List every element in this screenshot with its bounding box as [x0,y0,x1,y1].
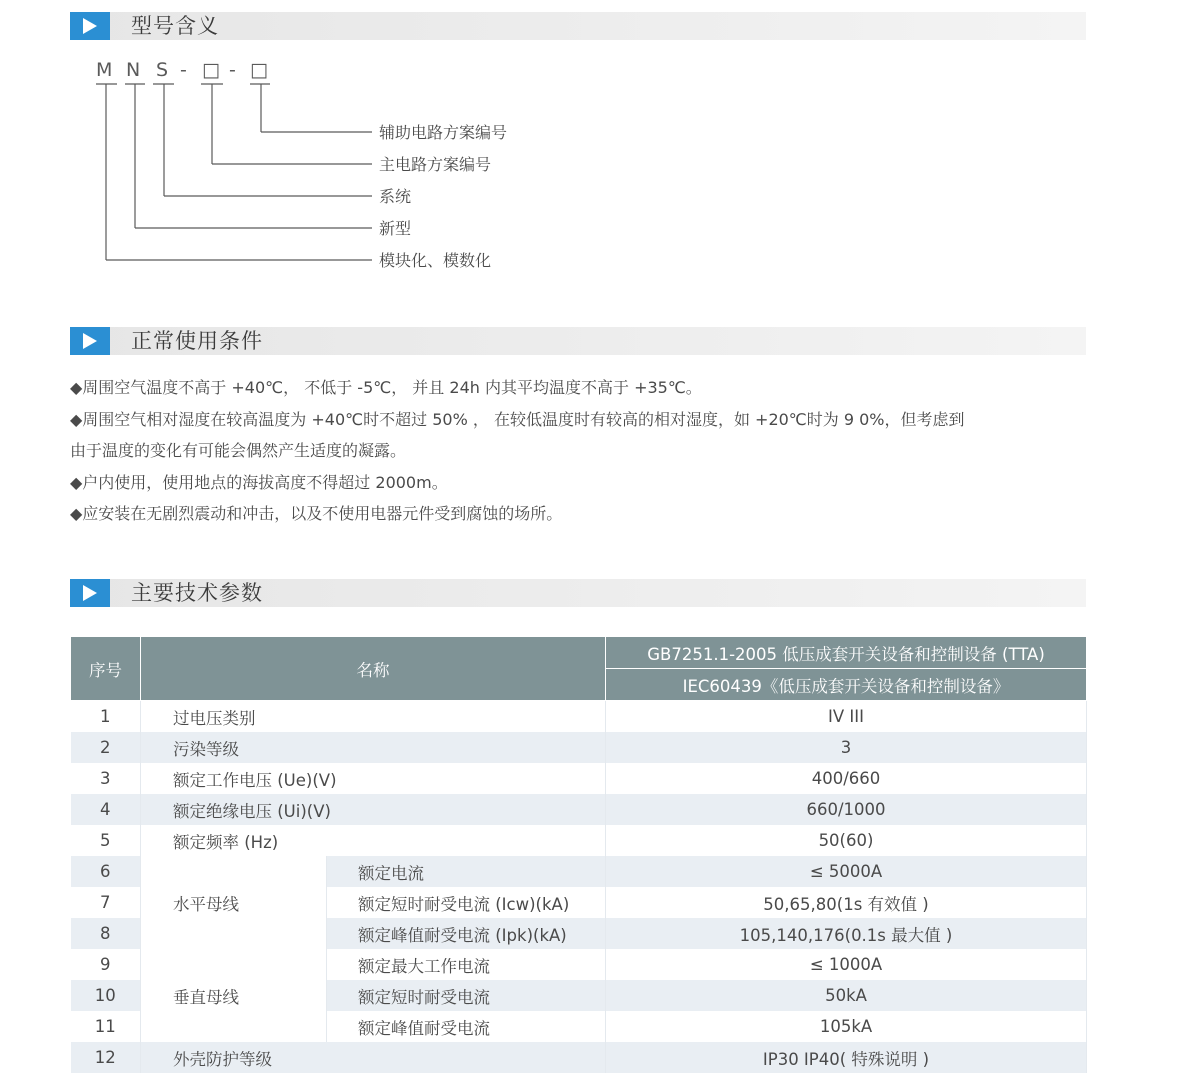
row-number: 9 [71,949,141,980]
row-number: 12 [71,1042,141,1073]
row-name: 额定频率 (Hz) [141,825,606,856]
condition-item: ◆户内使用，使用地点的海拔高度不得超过 2000m。 [70,472,448,492]
row-value: 3 [606,732,1087,763]
row-number: 1 [71,701,141,733]
row-value: 50(60) [606,825,1087,856]
model-label-new-type: 新型 [379,219,412,238]
model-letter: M [96,59,113,81]
condition-item: ◆周围空气温度不高于 +40℃， 不低于 -5℃， 并且 24h 内其平均温度不高于 +35℃。 [70,378,702,397]
row-subname: 额定短时耐受电流 [327,980,606,1011]
row-value: 50kA [606,980,1087,1011]
model-label-main-circuit: 主电路方案编号 [379,155,492,174]
row-subname: 额定电流 [327,856,606,887]
header-seq: 序号 [71,637,141,701]
model-label-modular: 模块化、模数化 [379,251,492,270]
row-value: ≤ 5000A [606,856,1087,887]
row-number: 4 [71,794,141,825]
section-title: 正常使用条件 [131,329,263,353]
table-row [71,825,1087,856]
model-code-diagram [0,0,620,290]
row-name: 额定工作电压 (Ue)(V) [141,763,606,794]
row-name: 外壳防护等级 [141,1042,606,1073]
play-arrow-icon [70,579,110,607]
model-letter: N [126,59,141,81]
header-standard-gb: GB7251.1-2005 低压成套开关设备和控制设备 (TTA) [606,637,1087,669]
section-title: 主要技术参数 [131,581,263,605]
model-dash: - [229,59,236,81]
model-label-aux-circuit: 辅助电路方案编号 [379,123,508,142]
model-label-system: 系统 [379,187,412,206]
condition-item: ◆应安装在无剧烈震动和冲击，以及不使用电器元件受到腐蚀的场所。 [70,504,563,523]
row-number: 8 [71,918,141,949]
row-value: IV III [606,701,1087,733]
row-subname: 额定最大工作电流 [327,949,606,980]
table-row [71,856,1087,887]
row-value: IP30 IP40( 特殊说明 ) [606,1042,1087,1073]
header-standard-iec: IEC60439《低压成套开关设备和控制设备》 [606,669,1087,701]
section-title: 型号含义 [131,14,219,38]
row-subname: 额定峰值耐受电流 (Ipk)(kA) [327,918,606,949]
row-number: 5 [71,825,141,856]
table-row [71,949,1087,980]
conditions-text [70,372,1090,530]
row-number: 3 [71,763,141,794]
model-dash: - [180,59,187,81]
model-placeholder-box: □ [250,59,268,81]
tech-params-table [70,636,1087,1073]
table-row [71,763,1087,794]
row-name: 污染等级 [141,732,606,763]
table-row [71,701,1087,733]
row-value: 660/1000 [606,794,1087,825]
row-value: 400/660 [606,763,1087,794]
table-row [71,1042,1087,1073]
row-subname: 额定短时耐受电流 (Icw)(kA) [327,887,606,918]
row-group-vertical-busbar: 垂直母线 [141,949,327,1042]
section-header-conditions [70,327,1086,355]
row-value: 105kA [606,1011,1087,1042]
condition-item: ◆周围空气相对湿度在较高温度为 +40℃时不超过 50% ， 在较低温度时有较高的相对湿度，如 +20℃时为 9 0%，但考虑到 [70,409,965,429]
row-value: 50,65,80(1s 有效值 ) [606,887,1087,918]
row-value: ≤ 1000A [606,949,1087,980]
model-letter: S [156,59,169,81]
model-placeholder-box: □ [202,59,220,81]
section-header-tech-params [70,579,1086,607]
row-group-horizontal-busbar: 水平母线 [141,856,327,949]
condition-item-continued: 由于温度的变化有可能会偶然产生适度的凝露。 [70,441,407,460]
row-number: 6 [71,856,141,887]
play-arrow-icon [70,327,110,355]
row-number: 2 [71,732,141,763]
row-subname: 额定峰值耐受电流 [327,1011,606,1042]
header-name: 名称 [141,637,606,701]
row-number: 10 [71,980,141,1011]
row-number: 11 [71,1011,141,1042]
row-name: 过电压类别 [141,701,606,733]
table-row [71,732,1087,763]
table-row [71,794,1087,825]
row-number: 7 [71,887,141,918]
row-name: 额定绝缘电压 (Ui)(V) [141,794,606,825]
row-value: 105,140,176(0.1s 最大值 ) [606,918,1087,949]
